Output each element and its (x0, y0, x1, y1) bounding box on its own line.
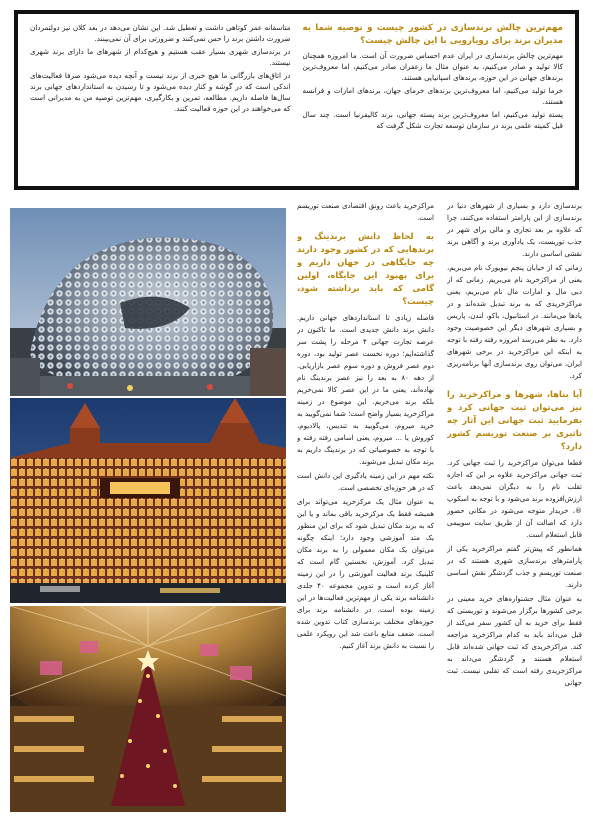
paragraph: مراکزخرید باعث رونق اقتصادی صنعت توریسم است. (297, 202, 434, 222)
text-column-middle (297, 200, 434, 812)
paragraph: قطعا می‌توان مراکزخرید را ثبت جهانی کرد. ثبت جهانی مراکزخرید علاوه بر این که اجازه تقلب نام را به دیگران نمی‌دهد باعث ارزش‌افزوده برند می‌شود و با توجه به اسکوپ ®، خریدار متوجه می‌شود در مکانی حضور دارد که اصالت آن از طریق سایت سوپیمی قابل استعلام است. (447, 459, 582, 539)
top-box-left-column (30, 22, 291, 178)
paragraph: پسته تولید می‌کنیم، اما معروف‌ترین برند پسته جهانی، برند کالیفرنیا است. چند سال قبل کمیته علمی برند در سازمان توسعه تجارت شکل گرفت که (302, 110, 563, 130)
galeries-lafayette-photo (10, 606, 286, 812)
top-box-right-column (303, 22, 564, 178)
paragraph: به عنوان مثال جشنواره‌های خرید معینی در برخی کشورها برگزار می‌شوند و توریستی که فقط برای خرید به آن کشور سفر می‌کند از قبل می‌داند باید به کدام مراکزخرید مراجعه کند. مراکزخریدی که ثبت جهانی شده‌اند قابل استعلام هستند و گردشگر می‌داند به مراکزخریدی رفته است که تقلبی نیست. ثبت جهانی (447, 595, 582, 687)
paragraph: برندسازی دارد و بسیاری از شهرهای دنیا در برندسازی از این پارامتر استفاده می‌کنند، چرا که علاوه بر بعد تجاری و مالی برای شهر در جذب توریست، یک یادآوری برند و آگاهی برند نقشی اساسی دارند. (447, 202, 582, 258)
selfridges-birmingham-photo (10, 208, 286, 396)
paragraph: زمانی که از خیابان پنجم نیویورک نام می‌بریم، یعنی از مراکزخرید نام می‌بریم. زمانی که از دبی مال و امارات مال نام می‌بریم، یعنی مراکزخریدی که به برند تبدیل شده‌اند و در یادها می‌مانند. در استانبول، باکو، لندن، پاریس و بسیاری شهرهای دیگر این خصوصیت وجود دارد. به نظر می‌رسد امروزه رفته رفته با توجه به اینکه این مراکزخرید در برخی شهرهای ایران، می‌توان روی برندسازی آنها برنامه‌ریزی کرد. (447, 264, 582, 380)
paragraph: در اتاق‌های بازرگانی ما هیچ خبری از برند نیست و آنچه دیده می‌شود صرفا فعالیت‌های اندکی است که در گوشه و کنار دیده می‌شود و تا رسیدن به استانداردهای جهانی برند سال‌ها فاصله داریم. مطالعه، تمرین و بکارگیری، مهم‌ترین توصیه من به مدیرانی است که می‌خواهند در این حوزه فعالیت کنند. (30, 71, 291, 113)
paragraph: به عنوان مثال یک مرکزخرید می‌تواند برای همیشه فقط یک مرکزخرید باقی بماند و یا این که به برند مکان تبدیل شود که برای این منظور یک متد آموزشی وجود دارد؛ اینکه چگونه می‌توان یک مکان معمولی را به برند مکان تبدیل کرد. آموزش، نخستین گام است که کلینیک برند فعالیت آموزشی را در این زمینه آغاز کرده است و تدوین مجموعه ۴۰ جلدی دانشنامه برند یکی از مهم‌ترین فعالیت‌ها در این زمینه بوده است. در دانشنامه برند برای حوزه‌های مختلف برندسازی کتاب تدوین شده است. ضعف منابع باعث شد این رویکرد علمی را نسبت به دانش برند آغاز کنیم. (297, 498, 434, 650)
question-heading: به لحاظ دانش برندینگ و برندهایی که در کشور وجود دارند چه جایگاهی در جهان داریم و برای بهبود این جایگاه، اولین گامی که باید برداشته شود، چیست؟ (297, 231, 434, 306)
question-heading: مهم‌ترین چالش برندسازی در کشور چیست و توصیه شما به مدیران برند برای رویارویی با این چالش چیست؟ (302, 23, 563, 46)
paragraph: نکته مهم در این زمینه یادگیری این دانش است که در هر حوزه‌ای تخصصی است. (297, 472, 434, 492)
paragraph: همانطور که پیش‌تر گفتم مراکزخرید یکی از پارامترهای برندسازی شهری هستند که در صنعت توریسم و جذب گردشگر نقش اساسی دارند. (447, 545, 582, 589)
paragraph: خرما تولید می‌کنیم، اما معروف‌ترین برندهای خرمای جهان، برندهای امارات و فرانسه هستند. (302, 86, 563, 106)
paragraph: مهم‌ترین چالش برندسازی در ایران عدم احساس ضرورت آن است. ما امروزه همچنان کالا تولید و صادر می‌کنیم، به عنوان مثال ما زعفران صادر می‌کنیم، اما معروف‌ترین برندهای جهانی در این حوزه، برندهای اسپانیایی هستند. (302, 51, 563, 82)
question-heading: آیا بناها، شهرها و مراکزخرید را نیز می‌توان ثبت جهانی کرد و بفرمایید ثبت جهانی این آثار چه تاثیری بر صنعت توریسم کشور دارد؟ (447, 389, 582, 451)
paragraph: متاسفانه عمر کوتاهی داشت و تعطیل شد. این نشان می‌دهد در بعد کلان نیز دولتمردان ضرورت داشتن برند را حس نمی‌کنند و ضرورتی برای آن نمی‌بینند. (30, 23, 291, 43)
paragraph: در برندسازی شهری بسیار عقب هستیم و هیچ‌کدام از شهرهای ما دارای برند شهری نیستند. (30, 47, 291, 67)
paragraph: فاصله زیادی تا استانداردهای جهانی داریم. دانش برند دانش جدیدی است. ما تاکنون در عرصه تجارت جهانی ۴ مرحله را پشت سر گذاشته‌ایم؛ دوره نخست عصر تولید بود، دوره دوم عصر فروش و دوره سوم عصر بازاریابی. از دهه ۸۰ به بعد را نیز عصر برندینگ نام نهاده‌اند، یعنی ما در این عصر کالا نمی‌خریم بلکه برند می‌خریم. این موضوع در زمینه مراکزخرید بسیار واضح است؛ شما نمی‌گویید به خرید میروم، می‌گویید به تندیس، پالادیوم، کوروش یا ... میروم، یعنی اسامی رفته رفته و با توجه به خصوصیاتی که در برندینگ داریم به برند مکان تبدیل می‌شوند. (297, 314, 434, 466)
top-interview-box (14, 10, 579, 190)
text-column-right (447, 200, 582, 812)
harrods-night-photo (10, 398, 286, 603)
